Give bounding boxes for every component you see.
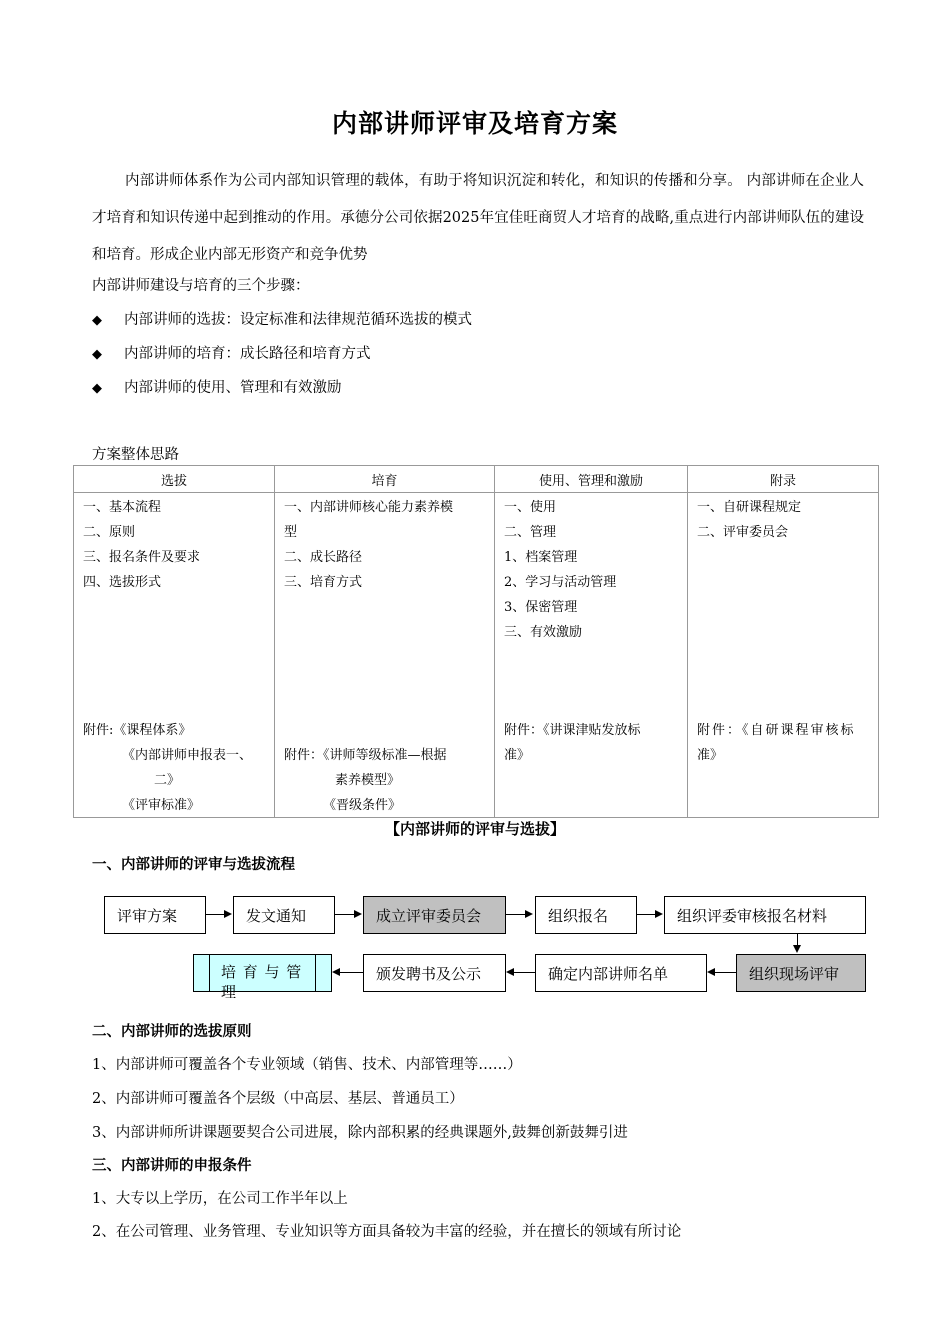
plan-cell-selection [74,493,275,818]
plan-cell-usage [495,493,688,818]
plan-header-cell: 培育 [275,466,495,493]
attachment-text: 《评审标准》 [122,798,201,813]
steps-intro: 内部讲师建设与培育的三个步骤： [92,278,310,294]
attachment-text: 准》 [504,748,531,763]
flow-box-certificate: 颁发聘书及公示 [363,954,506,992]
step-item [92,376,342,397]
list-item: 一、自研课程规定 [697,500,802,515]
arrow-right-icon [506,914,531,915]
plan-cell-training [275,493,495,818]
principles-heading: 二、内部讲师的选拔原则 [92,1024,252,1040]
step-text: 内部讲师的培育：成长路径和培育方式 [124,346,371,362]
list-item: 二、管理 [504,525,557,540]
list-item: 二、成长路径 [284,550,363,565]
plan-body-row [74,493,879,818]
arrow-down-icon [797,934,798,951]
arrow-right-icon [637,914,661,915]
section-heading: 【内部讲师的评审与选拔】 [384,820,565,838]
condition-item: 2、在公司管理、业务管理、专业知识等方面具备较为丰富的经验，并在擅长的领域有所讨论 [92,1224,682,1240]
list-item: 一、使用 [504,500,557,515]
list-item: 四、选拔形式 [83,575,162,590]
flow-heading: 一、内部讲师的评审与选拔流程 [92,857,295,873]
box-divider [315,955,316,991]
arrow-left-icon [508,972,535,973]
list-item: 三、有效激励 [504,625,583,640]
list-item: 三、培育方式 [284,575,363,590]
flow-box-material-review: 组织评委审核报名材料 [664,896,866,934]
attachment-text: 附件：《自研课程审核标 [697,723,856,738]
plan-header-row [74,466,879,493]
flow-box-committee: 成立评审委员会 [363,896,506,934]
principle-item: 3、内部讲师所讲课题要契合公司进展，除内部积累的经典课题外,鼓舞创新鼓舞引进 [92,1125,628,1141]
list-item: 二、原则 [83,525,136,540]
list-item: 1、档案管理 [504,550,578,565]
flow-box-label: 理 [221,983,237,1001]
list-item: 二、评审委员会 [697,525,789,540]
principle-item: 1、内部讲师可覆盖各个专业领域（销售、技术、内部管理等……） [92,1057,522,1073]
list-item: 型 [284,525,298,540]
flow-box-onsite-review: 组织现场评审 [736,954,866,992]
attachment-text: 《内部讲师申报表一、 [122,748,253,763]
plan-cell-appendix [688,493,879,818]
plan-header-cell: 附录 [688,466,879,493]
attachment-text: 附件:《课程体系》 [83,723,192,738]
step-item [92,342,371,363]
step-item [92,308,472,329]
flow-box-training-management [193,954,332,1001]
box-divider [209,955,210,991]
conditions-heading: 三、内部讲师的申报条件 [92,1158,252,1174]
list-item: 一、内部讲师核心能力素养模 [284,500,454,515]
plan-table [73,465,879,818]
principle-item: 2、内部讲师可覆盖各个层级（中高层、基层、普通员工） [92,1091,464,1107]
arrow-right-icon [206,914,230,915]
attachment-text: 二》 [154,773,181,788]
plan-header-cell: 选拔 [74,466,275,493]
step-text: 内部讲师的使用、管理和有效激励 [124,380,342,396]
diamond-bullet-icon: ◆ [92,347,102,362]
plan-label: 方案整体思路 [92,447,179,463]
flow-box-review-plan: 评审方案 [104,896,206,934]
attachment-text: 《晋级条件》 [323,798,402,813]
flow-box-registration: 组织报名 [535,896,637,934]
attachment-text: 附件：《讲师等级标准—根据 [284,748,447,763]
list-item: 3、保密管理 [504,600,578,615]
flow-box-confirm-list: 确定内部讲师名单 [535,954,707,992]
arrow-left-icon [709,972,736,973]
list-item: 三、报名条件及要求 [83,550,201,565]
plan-header-cell: 使用、管理和激励 [495,466,688,493]
flow-box-label: 培 育 与 管 [221,963,303,981]
list-item: 2、学习与活动管理 [504,575,617,590]
arrow-right-icon [335,914,360,915]
step-text: 内部讲师的选拔：设定标准和法律规范循环选拔的模式 [124,312,472,328]
attachment-text: 素养模型》 [335,773,401,788]
flow-box-notice: 发文通知 [233,896,335,934]
diamond-bullet-icon: ◆ [92,313,102,328]
arrow-left-icon [334,972,363,973]
diamond-bullet-icon: ◆ [92,381,102,396]
condition-item: 1、大专以上学历，在公司工作半年以上 [92,1191,348,1207]
list-item: 一、基本流程 [83,500,162,515]
attachment-text: 附件：《讲课津贴发放标 [504,723,641,738]
document-title: 内部讲师评审及培育方案 [331,109,618,138]
attachment-text: 准》 [697,748,724,763]
intro-paragraph: 内部讲师体系作为公司内部知识管理的载体，有助于将知识沉淀和转化，和知识的传播和分享。 内部讲师在企业人才培育和知识传递中起到推动的作用。承德分公司依据2025年宜佳旺商贸人才培育的战略,重点进行内部讲师队伍的建设和培育。形成企业内部无形资产和竞争优势 [92,173,864,263]
